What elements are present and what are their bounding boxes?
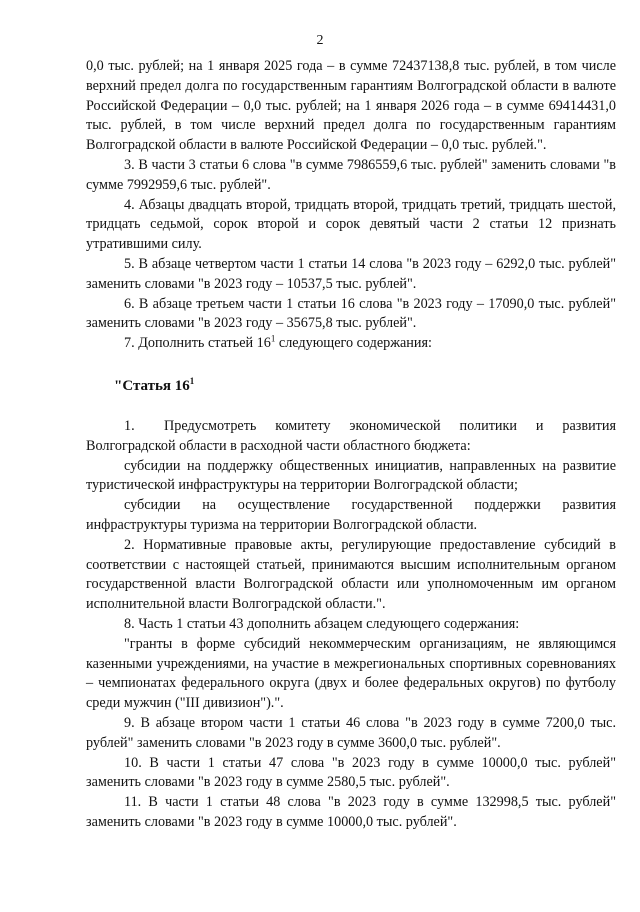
paragraph-10: 10. В части 1 статьи 47 слова "в 2023 году в сумме 10000,0 тыс. рублей" заменить словами "в 2023 году в сумме 2580,5 тыс. рублей". <box>86 754 616 791</box>
article-item-2: 2. Нормативные правовые акты, регулирующие предоставление субсидий в соответствии с настоящей статьей, принимаются высшим исполнительным органом государственной власти Волгоградской области или уполномоченным им органом исполнительной власти Волгоградской области.". <box>86 536 616 613</box>
paragraph-7-text: 7. Дополнить статьей 16 <box>124 335 271 352</box>
paragraph-6: 6. В абзаце третьем части 1 статьи 16 слова "в 2023 году – 17090,0 тыс. рублей" заменить словами "в 2023 году – 35675,8 тыс. рублей". <box>86 295 616 332</box>
paragraph-3: 3. В части 3 статьи 6 слова "в сумме 7986559,6 тыс. рублей" заменить словами "в сумме 7992959,6 тыс. рублей". <box>86 156 616 193</box>
paragraph-4: 4. Абзацы двадцать второй, тридцать второй, тридцать третий, тридцать шестой, тридцать седьмой, сорок второй и сорок девятый части 2 статьи 12 признать утратившими силу. <box>86 196 616 253</box>
subsidy-item-2: субсидии на осуществление государственной поддержки развития инфраструктуры туризма на территории Волгоградской области. <box>86 497 616 533</box>
paragraph-8-quote: "гранты в форме субсидий некоммерческим организациям, не являющимся казенными учреждениями, на участие в межрегиональных спортивных соревнованиях – чемпионатах федерального округа (двух и более федеральных округов) по футболу среди мужчин ("III дивизион").". <box>86 635 616 712</box>
paragraph-7 <box>86 334 616 354</box>
paragraph-7-superscript: 1 <box>270 333 276 344</box>
paragraph-continuation: 0,0 тыс. рублей; на 1 января 2025 года – в сумме 72437138,8 тыс. рублей, в том числе верхний предел долга по государственным гарантиям Волгоградской области в валюте Российской Федерации – 0,0 тыс. рублей; на 1 января 2026 года – в сумме 69414431,0 тыс. рублей, в том числе верхний предел долга по государственным гарантиям Волгоградской области в валюте Российской Федерации – 0,0 тыс. рублей.". <box>86 58 616 154</box>
article-item-1-number: 1. <box>124 417 135 434</box>
paragraph-5: 5. В абзаце четвертом части 1 статьи 14 слова "в 2023 году – 6292,0 тыс. рублей" заменить словами "в 2023 году – 10537,5 тыс. рублей". <box>86 255 616 292</box>
article-heading-text: "Статья 16 <box>114 377 190 394</box>
article-item-1 <box>86 417 616 457</box>
paragraph-11: 11. В части 1 статьи 48 слова "в 2023 году в сумме 132998,5 тыс. рублей" заменить словами "в 2023 году в сумме 10000,0 тыс. рублей". <box>86 794 616 830</box>
article-heading-superscript: 1 <box>189 375 195 386</box>
paragraph-8: 8. Часть 1 статьи 43 дополнить абзацем следующего содержания: <box>124 615 520 632</box>
document-body <box>86 57 616 833</box>
subsidy-item-1: субсидии на поддержку общественных инициатив, направленных на развитие туристической инфраструктуры на территории Волгоградской области; <box>86 457 616 494</box>
article-item-1-text: Предусмотреть комитету экономической политики и развития Волгоградской области в расходной части областного бюджета: <box>86 417 616 454</box>
paragraph-9: 9. В абзаце втором части 1 статьи 46 слова "в 2023 году в сумме 7200,0 тыс. рублей" заменить словами "в 2023 году в сумме 3600,0 тыс. рублей". <box>86 714 616 751</box>
article-heading <box>114 376 616 396</box>
page-number: 2 <box>316 33 324 48</box>
paragraph-7-text-end: следующего содержания: <box>275 335 432 352</box>
